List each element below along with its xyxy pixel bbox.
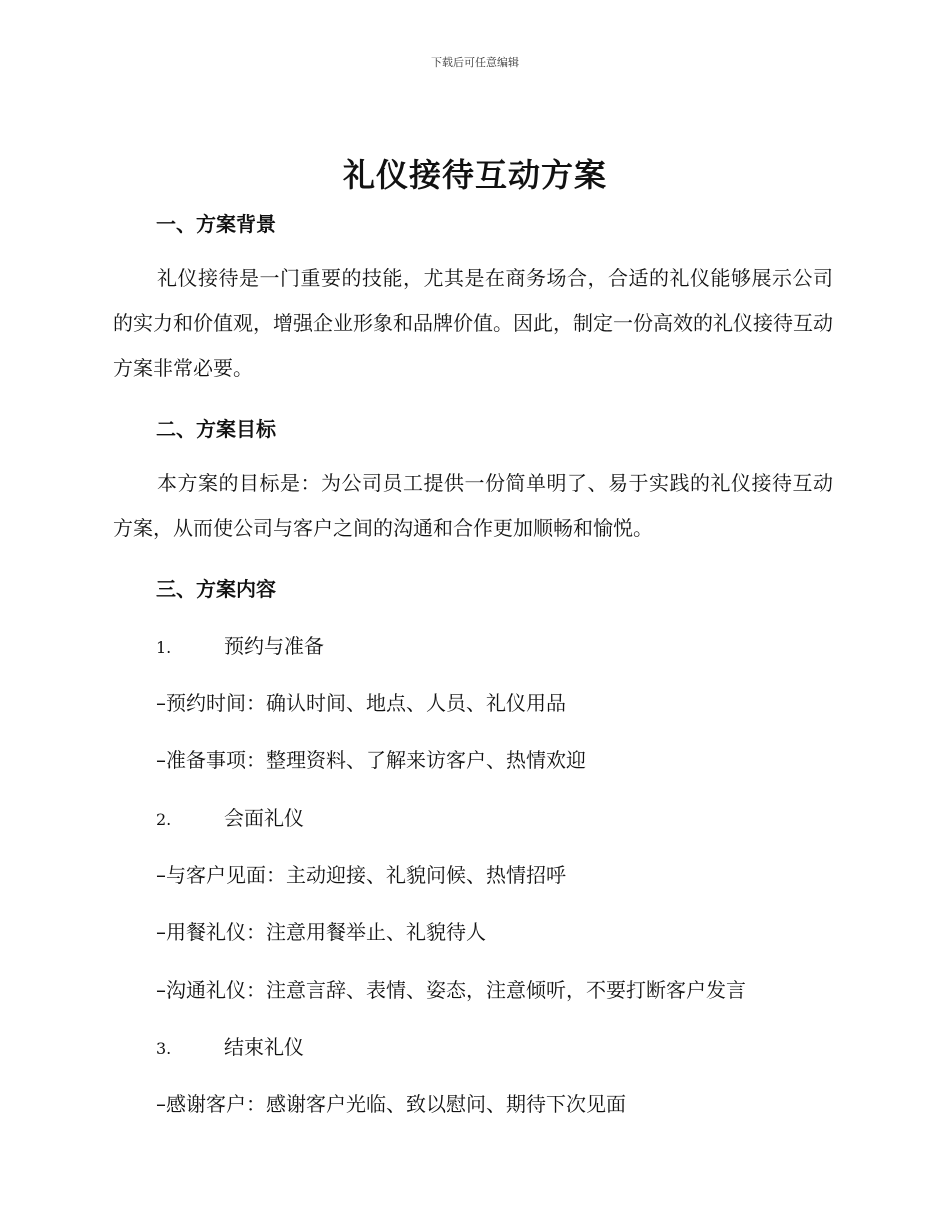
- list-bullet: –用餐礼仪：注意用餐举止、礼貌待人: [156, 920, 486, 944]
- list-item-label: 结束礼仪: [224, 1035, 304, 1059]
- list-item-title: [156, 630, 324, 659]
- list-item-number: 1.: [156, 638, 172, 657]
- list-item-title: [156, 1031, 304, 1060]
- list-item-title: [156, 802, 304, 831]
- section-heading-goal: 二、方案目标: [156, 417, 276, 441]
- list-item-label: 会面礼仪: [224, 806, 304, 830]
- list-item-number: 2.: [156, 810, 172, 829]
- list-bullet: –感谢客户：感谢客户光临、致以慰问、期待下次见面: [156, 1092, 626, 1116]
- list-bullet: –沟通礼仪：注意言辞、表情、姿态，注意倾听，不要打断客户发言: [156, 978, 746, 1002]
- list-item-number: 3.: [156, 1039, 172, 1058]
- section-paragraph-goal: 本方案的目标是：为公司员工提供一份简单明了、易于实践的礼仪接待互动方案，从而使公司与客户之间的沟通和合作更加顺畅和愉悦。: [113, 471, 833, 540]
- section-heading-content: 三、方案内容: [156, 577, 276, 601]
- list-bullet: –与客户见面：主动迎接、礼貌问候、热情招呼: [156, 863, 566, 887]
- header-note: 下载后可任意编辑: [431, 56, 519, 69]
- list-bullet: –预约时间：确认时间、地点、人员、礼仪用品: [156, 691, 566, 715]
- document-title: 礼仪接待互动方案: [342, 156, 607, 194]
- list-bullet: –准备事项：整理资料、了解来访客户、热情欢迎: [156, 748, 586, 772]
- list-item-label: 预约与准备: [224, 634, 324, 658]
- section-paragraph-background: 礼仪接待是一门重要的技能，尤其是在商务场合，合适的礼仪能够展示公司的实力和价值观，增强企业形象和品牌价值。因此，制定一份高效的礼仪接待互动方案非常必要。: [113, 266, 833, 380]
- section-heading-background: 一、方案背景: [156, 212, 276, 236]
